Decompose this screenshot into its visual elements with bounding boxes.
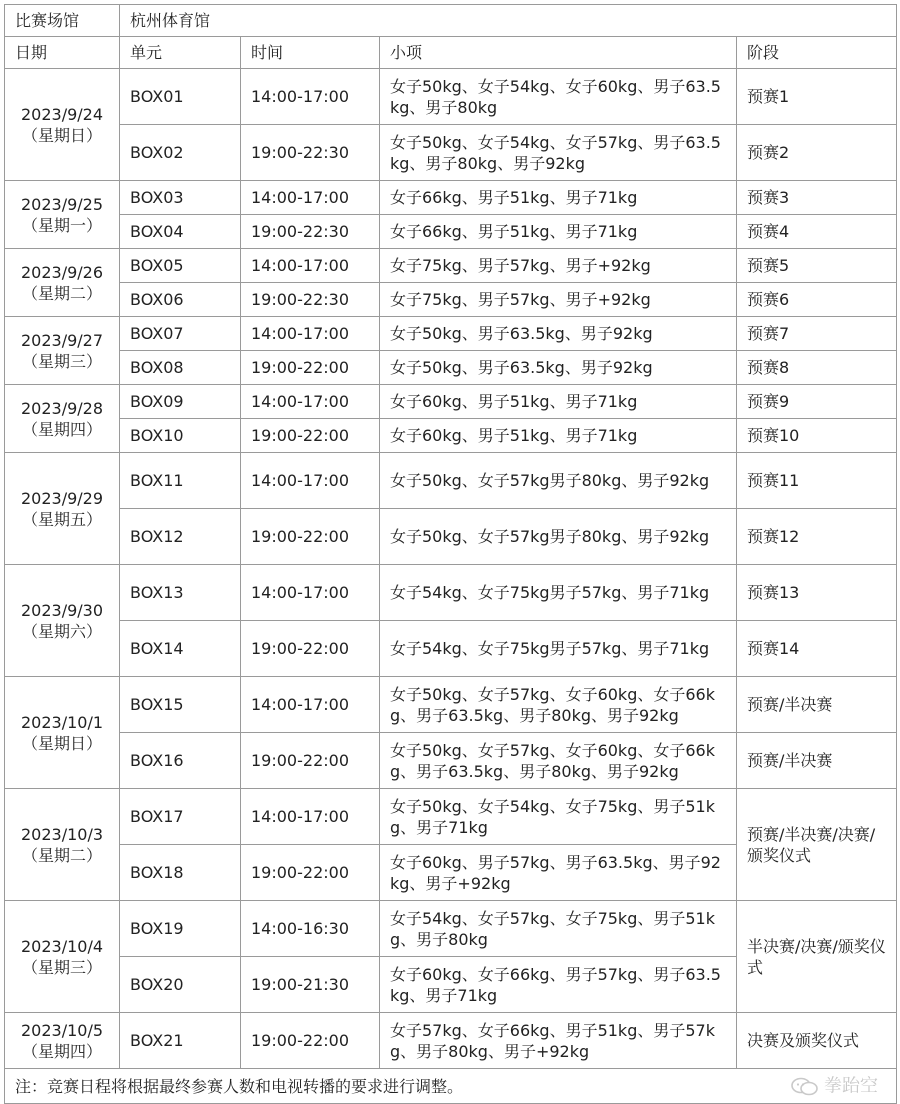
time-cell: 19:00-22:00: [241, 621, 380, 677]
date-cell: [5, 385, 120, 453]
stage-cell: 预赛4: [737, 215, 897, 249]
schedule-row: [5, 733, 897, 789]
time-cell: 14:00-17:00: [241, 69, 380, 125]
unit-cell: BOX19: [120, 901, 241, 957]
date-text: 2023/9/29: [20, 488, 104, 508]
watermark-text: 拳跆空: [824, 1075, 879, 1097]
date-text: 2023/9/26: [20, 262, 104, 282]
unit-cell: BOX16: [120, 733, 241, 789]
stage-cell: 预赛7: [737, 317, 897, 351]
schedule-row: [5, 789, 897, 845]
time-cell: 14:00-17:00: [241, 385, 380, 419]
schedule-row: [5, 317, 897, 351]
unit-cell: BOX10: [120, 419, 241, 453]
date-text: 2023/9/24: [20, 104, 104, 124]
stage-cell: 预赛8: [737, 351, 897, 385]
unit-cell: BOX07: [120, 317, 241, 351]
schedule-row: [5, 215, 897, 249]
wechat-icon: [790, 1076, 820, 1096]
date-cell: [5, 789, 120, 901]
schedule-row: [5, 419, 897, 453]
watermark: [790, 1076, 878, 1097]
time-cell: 19:00-22:00: [241, 419, 380, 453]
footnote-row: [5, 1069, 897, 1104]
schedule-row: [5, 385, 897, 419]
unit-cell: BOX01: [120, 69, 241, 125]
schedule-row: [5, 901, 897, 957]
header-unit: 单元: [120, 37, 241, 69]
weekday-text: （星期日）: [21, 733, 102, 753]
venue-row: [5, 5, 897, 37]
stage-cell: 预赛/半决赛: [737, 677, 897, 733]
unit-cell: BOX11: [120, 453, 241, 509]
schedule-row: [5, 283, 897, 317]
time-cell: 14:00-17:00: [241, 677, 380, 733]
venue-label: 比赛场馆: [5, 5, 120, 37]
stage-cell: 预赛1: [737, 69, 897, 125]
events-cell: 女子50kg、女子57kg、女子60kg、女子66kg、男子63.5kg、男子80kg、男子92kg: [380, 677, 737, 733]
unit-cell: BOX14: [120, 621, 241, 677]
events-cell: 女子57kg、女子66kg、男子51kg、男子57kg、男子80kg、男子+92kg: [380, 1013, 737, 1069]
events-cell: 女子60kg、女子66kg、男子57kg、男子63.5kg、男子71kg: [380, 957, 737, 1013]
time-cell: 19:00-22:00: [241, 845, 380, 901]
date-text: 2023/10/5: [20, 1020, 104, 1040]
unit-cell: BOX12: [120, 509, 241, 565]
date-text: 2023/9/28: [20, 398, 104, 418]
date-cell: [5, 565, 120, 677]
weekday-text: （星期三）: [21, 957, 102, 977]
events-cell: 女子54kg、女子75kg男子57kg、男子71kg: [380, 621, 737, 677]
date-cell: [5, 677, 120, 789]
unit-cell: BOX08: [120, 351, 241, 385]
events-cell: 女子50kg、女子57kg男子80kg、男子92kg: [380, 509, 737, 565]
footnote-cell: [5, 1069, 897, 1104]
events-cell: 女子50kg、男子63.5kg、男子92kg: [380, 317, 737, 351]
date-text: 2023/10/4: [20, 936, 104, 956]
weekday-text: （星期三）: [21, 351, 102, 371]
weekday-text: （星期四）: [21, 419, 102, 439]
schedule-table: [4, 4, 897, 1104]
stage-cell: 预赛9: [737, 385, 897, 419]
events-cell: 女子50kg、女子54kg、女子75kg、男子51kg、男子71kg: [380, 789, 737, 845]
schedule-row: [5, 125, 897, 181]
events-cell: 女子66kg、男子51kg、男子71kg: [380, 215, 737, 249]
stage-cell: 预赛14: [737, 621, 897, 677]
unit-cell: BOX03: [120, 181, 241, 215]
time-cell: 19:00-22:00: [241, 509, 380, 565]
time-cell: 14:00-17:00: [241, 317, 380, 351]
time-cell: 19:00-21:30: [241, 957, 380, 1013]
date-cell: [5, 453, 120, 565]
stage-cell: 预赛5: [737, 249, 897, 283]
schedule-row: [5, 621, 897, 677]
header-time: 时间: [241, 37, 380, 69]
stage-cell: 预赛13: [737, 565, 897, 621]
time-cell: 14:00-17:00: [241, 181, 380, 215]
date-cell: [5, 317, 120, 385]
unit-cell: BOX17: [120, 789, 241, 845]
unit-cell: BOX20: [120, 957, 241, 1013]
stage-cell: 预赛6: [737, 283, 897, 317]
time-cell: 19:00-22:00: [241, 733, 380, 789]
venue-name: 杭州体育馆: [120, 5, 897, 37]
events-cell: 女子54kg、女子75kg男子57kg、男子71kg: [380, 565, 737, 621]
events-cell: 女子75kg、男子57kg、男子+92kg: [380, 249, 737, 283]
stage-cell: 预赛11: [737, 453, 897, 509]
date-text: 2023/10/1: [20, 712, 104, 732]
header-date: 日期: [5, 37, 120, 69]
time-cell: 19:00-22:00: [241, 351, 380, 385]
unit-cell: BOX15: [120, 677, 241, 733]
events-cell: 女子54kg、女子57kg、女子75kg、男子51kg、男子80kg: [380, 901, 737, 957]
time-cell: 19:00-22:00: [241, 1013, 380, 1069]
time-cell: 19:00-22:30: [241, 283, 380, 317]
date-text: 2023/9/25: [20, 194, 104, 214]
unit-cell: BOX04: [120, 215, 241, 249]
date-text: 2023/10/3: [20, 824, 104, 844]
header-stage: 阶段: [737, 37, 897, 69]
time-cell: 19:00-22:30: [241, 125, 380, 181]
unit-cell: BOX09: [120, 385, 241, 419]
schedule-row: [5, 677, 897, 733]
schedule-row: [5, 69, 897, 125]
schedule-row: [5, 509, 897, 565]
unit-cell: BOX21: [120, 1013, 241, 1069]
events-cell: 女子60kg、男子51kg、男子71kg: [380, 385, 737, 419]
date-text: 2023/9/30: [20, 600, 104, 620]
stage-cell: 半决赛/决赛/颁奖仪式: [737, 901, 897, 1013]
unit-cell: BOX18: [120, 845, 241, 901]
time-cell: 14:00-17:00: [241, 565, 380, 621]
stage-cell: 预赛/半决赛: [737, 733, 897, 789]
events-cell: 女子60kg、男子57kg、男子63.5kg、男子92kg、男子+92kg: [380, 845, 737, 901]
date-cell: [5, 901, 120, 1013]
stage-cell: 预赛/半决赛/决赛/颁奖仪式: [737, 789, 897, 901]
events-cell: 女子75kg、男子57kg、男子+92kg: [380, 283, 737, 317]
schedule-row: [5, 351, 897, 385]
events-cell: 女子50kg、男子63.5kg、男子92kg: [380, 351, 737, 385]
weekday-text: （星期二）: [21, 283, 102, 303]
stage-cell: 预赛2: [737, 125, 897, 181]
header-row: [5, 37, 897, 69]
schedule-row: [5, 565, 897, 621]
weekday-text: （星期六）: [21, 621, 102, 641]
weekday-text: （星期日）: [21, 125, 102, 145]
time-cell: 14:00-17:00: [241, 453, 380, 509]
events-cell: 女子50kg、女子54kg、女子60kg、男子63.5kg、男子80kg: [380, 69, 737, 125]
events-cell: 女子66kg、男子51kg、男子71kg: [380, 181, 737, 215]
stage-cell: 预赛3: [737, 181, 897, 215]
date-cell: [5, 69, 120, 181]
schedule-row: [5, 1013, 897, 1069]
events-cell: 女子50kg、女子57kg男子80kg、男子92kg: [380, 453, 737, 509]
events-cell: 女子50kg、女子57kg、女子60kg、女子66kg、男子63.5kg、男子80kg、男子92kg: [380, 733, 737, 789]
schedule-body: [5, 5, 897, 1069]
time-cell: 14:00-16:30: [241, 901, 380, 957]
unit-cell: BOX06: [120, 283, 241, 317]
schedule-row: [5, 181, 897, 215]
date-cell: [5, 181, 120, 249]
stage-cell: 预赛12: [737, 509, 897, 565]
schedule-row: [5, 249, 897, 283]
weekday-text: （星期五）: [21, 509, 102, 529]
unit-cell: BOX05: [120, 249, 241, 283]
header-events: 小项: [380, 37, 737, 69]
events-cell: 女子60kg、男子51kg、男子71kg: [380, 419, 737, 453]
date-cell: [5, 249, 120, 317]
time-cell: 14:00-17:00: [241, 789, 380, 845]
time-cell: 19:00-22:30: [241, 215, 380, 249]
footnote-text: 注：竞赛日程将根据最终参赛人数和电视转播的要求进行调整。: [15, 1076, 464, 1096]
schedule-row: [5, 453, 897, 509]
time-cell: 14:00-17:00: [241, 249, 380, 283]
stage-cell: 决赛及颁奖仪式: [737, 1013, 897, 1069]
weekday-text: （星期二）: [21, 845, 102, 865]
weekday-text: （星期一）: [21, 215, 102, 235]
stage-cell: 预赛10: [737, 419, 897, 453]
weekday-text: （星期四）: [21, 1041, 102, 1061]
unit-cell: BOX02: [120, 125, 241, 181]
unit-cell: BOX13: [120, 565, 241, 621]
date-text: 2023/9/27: [20, 330, 104, 350]
events-cell: 女子50kg、女子54kg、女子57kg、男子63.5kg、男子80kg、男子92kg: [380, 125, 737, 181]
date-cell: [5, 1013, 120, 1069]
